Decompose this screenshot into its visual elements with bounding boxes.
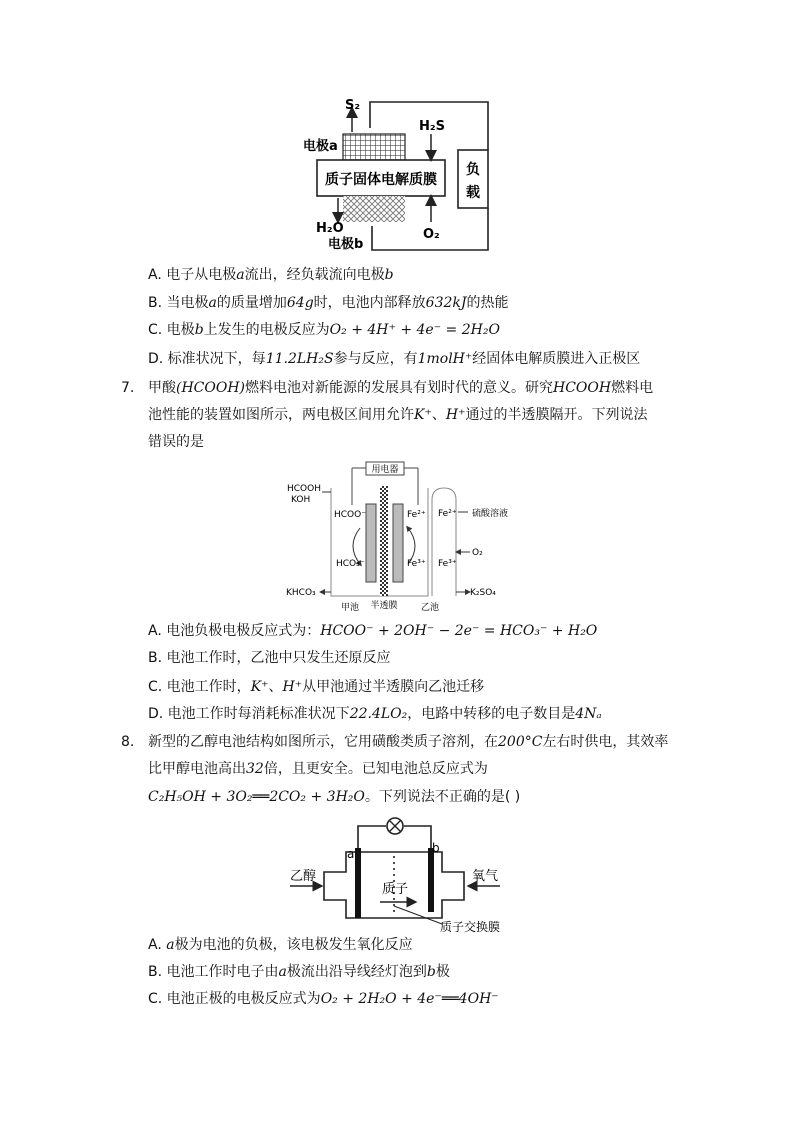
q7-option-a[interactable] xyxy=(148,621,597,641)
q6-d-mid: 参与反应，有 xyxy=(333,351,418,367)
q7-c-mid: 、 xyxy=(268,679,283,695)
q7-option-b[interactable]: B. 电池工作时，乙池中只发生还原反应 xyxy=(148,650,391,666)
semipermeable-membrane xyxy=(380,486,388,596)
q6-b-v2: 64g xyxy=(286,295,314,311)
q6-b-post: 的热能 xyxy=(466,295,509,311)
q6-option-d[interactable] xyxy=(148,349,640,369)
q8-b-v2: b xyxy=(426,964,436,980)
q6-option-b[interactable] xyxy=(148,293,508,313)
q6-c-mid: 上发生的电极反应为 xyxy=(203,322,330,338)
hco3-label: HCO₃⁻ xyxy=(336,559,365,569)
q6-option-a[interactable] xyxy=(148,265,394,285)
q6-option-c[interactable] xyxy=(148,320,500,340)
q7-l1d: HCOOH xyxy=(553,380,612,396)
o2-label: O₂ xyxy=(423,227,440,242)
fe2-left-label: Fe²⁺ xyxy=(407,510,426,520)
q8-c-pre: C. 电池正极的电极反应式为 xyxy=(148,991,321,1007)
load-label-1: 负 xyxy=(466,162,480,178)
fe3-left-label: Fe³⁺ xyxy=(407,559,426,569)
q7-c-v2: H⁺ xyxy=(282,679,303,695)
electrode-left xyxy=(366,504,376,582)
load-label-2: 载 xyxy=(466,185,480,201)
fe3-right-label: Fe³⁺ xyxy=(438,559,457,569)
k2so4-label: K₂SO₄ xyxy=(470,588,496,598)
s2-label: S₂ xyxy=(345,98,361,113)
q8-l1a: 新型的乙醇电池结构如图所示，它用磺酸类质子溶剂，在 xyxy=(148,734,498,750)
q6-d-v1: 11.2LH₂S xyxy=(265,351,334,367)
hcooh-label: HCOOH xyxy=(287,484,321,494)
q8-l3b: 。下列说法不正确的是( ) xyxy=(364,789,521,805)
membrane-label: 质子固体电解质膜 xyxy=(325,172,437,188)
q8-a-pre: A. xyxy=(148,937,167,953)
q7-d-mid: ，电路中转移的电子数目是 xyxy=(407,706,576,722)
q8-stem-line-1 xyxy=(148,732,668,752)
q7-stem-line-1 xyxy=(148,378,653,398)
q6-b-pre: B. 当电极 xyxy=(148,295,209,311)
q7-stem-line-3: 错误的是 xyxy=(148,434,204,450)
ethanol-label: 乙醇 xyxy=(290,869,317,884)
q6-d-post: 经固体电解质膜进入正极区 xyxy=(472,351,641,367)
q6-c-pre: C. 电极 xyxy=(148,322,195,338)
q7-l1a: 甲酸 xyxy=(148,380,176,396)
q6-c-eq: O₂ + 4H⁺ + 4e⁻ = 2H₂O xyxy=(329,322,500,338)
q6-a-v1: a xyxy=(236,267,245,283)
q7-d-v1: 22.4LO₂ xyxy=(349,706,408,722)
q6-b-mid1: 的质量增加 xyxy=(216,295,287,311)
q6-d-pre: D. 标准状况下，每 xyxy=(148,351,266,367)
q6-b-v3: 632kJ xyxy=(425,295,467,311)
q7-l1e: 燃料电 xyxy=(611,380,654,396)
figure-h2s-fuel-cell xyxy=(296,92,506,257)
figure-ethanol-fuel-cell xyxy=(286,812,516,937)
koh-label: KOH xyxy=(291,495,311,505)
q6-b-v1: a xyxy=(208,295,217,311)
q8-l2b: 32 xyxy=(246,761,264,777)
q8-a-post: 极为电池的负极，该电极发生氧化反应 xyxy=(174,937,413,953)
hcoo-label: HCOO⁻ xyxy=(334,510,366,520)
q7-c-pre: C. 电池工作时， xyxy=(148,679,251,695)
q7-l2e: 通过的半透膜隔开。下列说法 xyxy=(465,407,648,423)
q8-stem-line-2 xyxy=(148,759,488,779)
q8-c-eq: O₂ + 2H₂O + 4e⁻══4OH⁻ xyxy=(320,991,499,1007)
q7-a-pre: A. 电池负极电极反应式为： xyxy=(148,623,321,639)
q8-l2a: 比甲醇电池高出 xyxy=(148,761,246,777)
q6-a-v2: b xyxy=(384,267,394,283)
q8-l2c: 倍，且更安全。已知电池总反应式为 xyxy=(263,761,488,777)
q8-b-post: 极 xyxy=(435,964,450,980)
proton-label: 质子 xyxy=(382,882,409,897)
q6-a-post: 流出，经负载流向电极 xyxy=(244,267,385,283)
electrode-a xyxy=(343,134,405,160)
label-b: b xyxy=(432,841,440,855)
cell-yi xyxy=(432,488,456,596)
q7-option-c[interactable] xyxy=(148,677,484,697)
figure-hcooh-fuel-cell xyxy=(280,458,550,620)
o2-label: O₂ xyxy=(472,548,483,558)
semipermeable-label: 半透膜 xyxy=(370,601,398,611)
q8-l1b: 200°C xyxy=(498,734,543,750)
electrode-a xyxy=(355,848,361,918)
q7-d-v2: 4Nₐ xyxy=(575,706,602,722)
q7-c-v1: K⁺ xyxy=(250,679,269,695)
q8-option-b[interactable] xyxy=(148,962,450,982)
q7-c-post: 从甲池通过半透膜向乙池迁移 xyxy=(302,679,485,695)
jia-label: 甲池 xyxy=(341,603,360,613)
q7-a-eq: HCOO⁻ + 2OH⁻ − 2e⁻ = HCO₃⁻ + H₂O xyxy=(320,623,598,639)
h2so4-label: 硫酸溶液 xyxy=(472,509,509,519)
q8-number: 8. xyxy=(121,734,135,750)
electrode-right xyxy=(393,504,403,582)
electrode-b xyxy=(343,196,405,222)
q8-option-c[interactable] xyxy=(148,989,499,1009)
q7-l1b: (HCOOH) xyxy=(176,380,246,396)
yi-label: 乙池 xyxy=(421,603,440,613)
q7-stem-line-2 xyxy=(148,405,647,425)
q8-l1c: 左右时供电，其效率 xyxy=(542,734,669,750)
electrode-a-label: 电极a xyxy=(303,139,338,154)
label-a: a xyxy=(347,847,355,861)
q8-l3a: C₂H₅OH + 3O₂══2CO₂ + 3H₂O xyxy=(148,789,365,805)
q8-a-v1: a xyxy=(166,937,175,953)
h2s-label: H₂S xyxy=(419,119,445,134)
cell-jia xyxy=(331,488,428,596)
q7-l2c: 、 xyxy=(431,407,446,423)
q7-l1c: 燃料电池对新能源的发展具有划时代的意义。研究 xyxy=(245,380,554,396)
q7-l2b: K⁺ xyxy=(414,407,432,423)
q7-number: 7. xyxy=(121,380,135,396)
q6-a-pre: A. 电子从电极 xyxy=(148,267,237,283)
q8-b-mid: 极流出沿导线经灯泡到 xyxy=(286,964,427,980)
q8-b-v1: a xyxy=(278,964,287,980)
fe2-right-label: Fe²⁺ xyxy=(438,509,457,519)
q6-b-mid2: 时，电池内部释放 xyxy=(313,295,426,311)
q8-stem-line-3 xyxy=(148,787,520,807)
q7-l2a: 池性能的装置如图所示，两电极区间用允许 xyxy=(148,407,414,423)
q7-d-pre: D. 电池工作时每消耗标准状况下 xyxy=(148,706,350,722)
pem-label: 质子交换膜 xyxy=(440,920,501,934)
q7-l2d: H⁺ xyxy=(445,407,466,423)
electrode-b-label: 电极b xyxy=(328,237,364,252)
h2o-label: H₂O xyxy=(316,221,344,236)
appliance-label: 用电器 xyxy=(371,465,399,475)
khco3-label: KHCO₃ xyxy=(286,588,316,598)
q8-b-pre: B. 电池工作时电子由 xyxy=(148,964,279,980)
q6-d-v2: 1molH⁺ xyxy=(417,351,473,367)
q7-option-d[interactable] xyxy=(148,704,602,724)
q8-option-a[interactable] xyxy=(148,935,413,955)
electrode-b xyxy=(428,848,434,912)
oxygen-label: 氧气 xyxy=(472,869,499,884)
q6-c-v1: b xyxy=(194,322,204,338)
